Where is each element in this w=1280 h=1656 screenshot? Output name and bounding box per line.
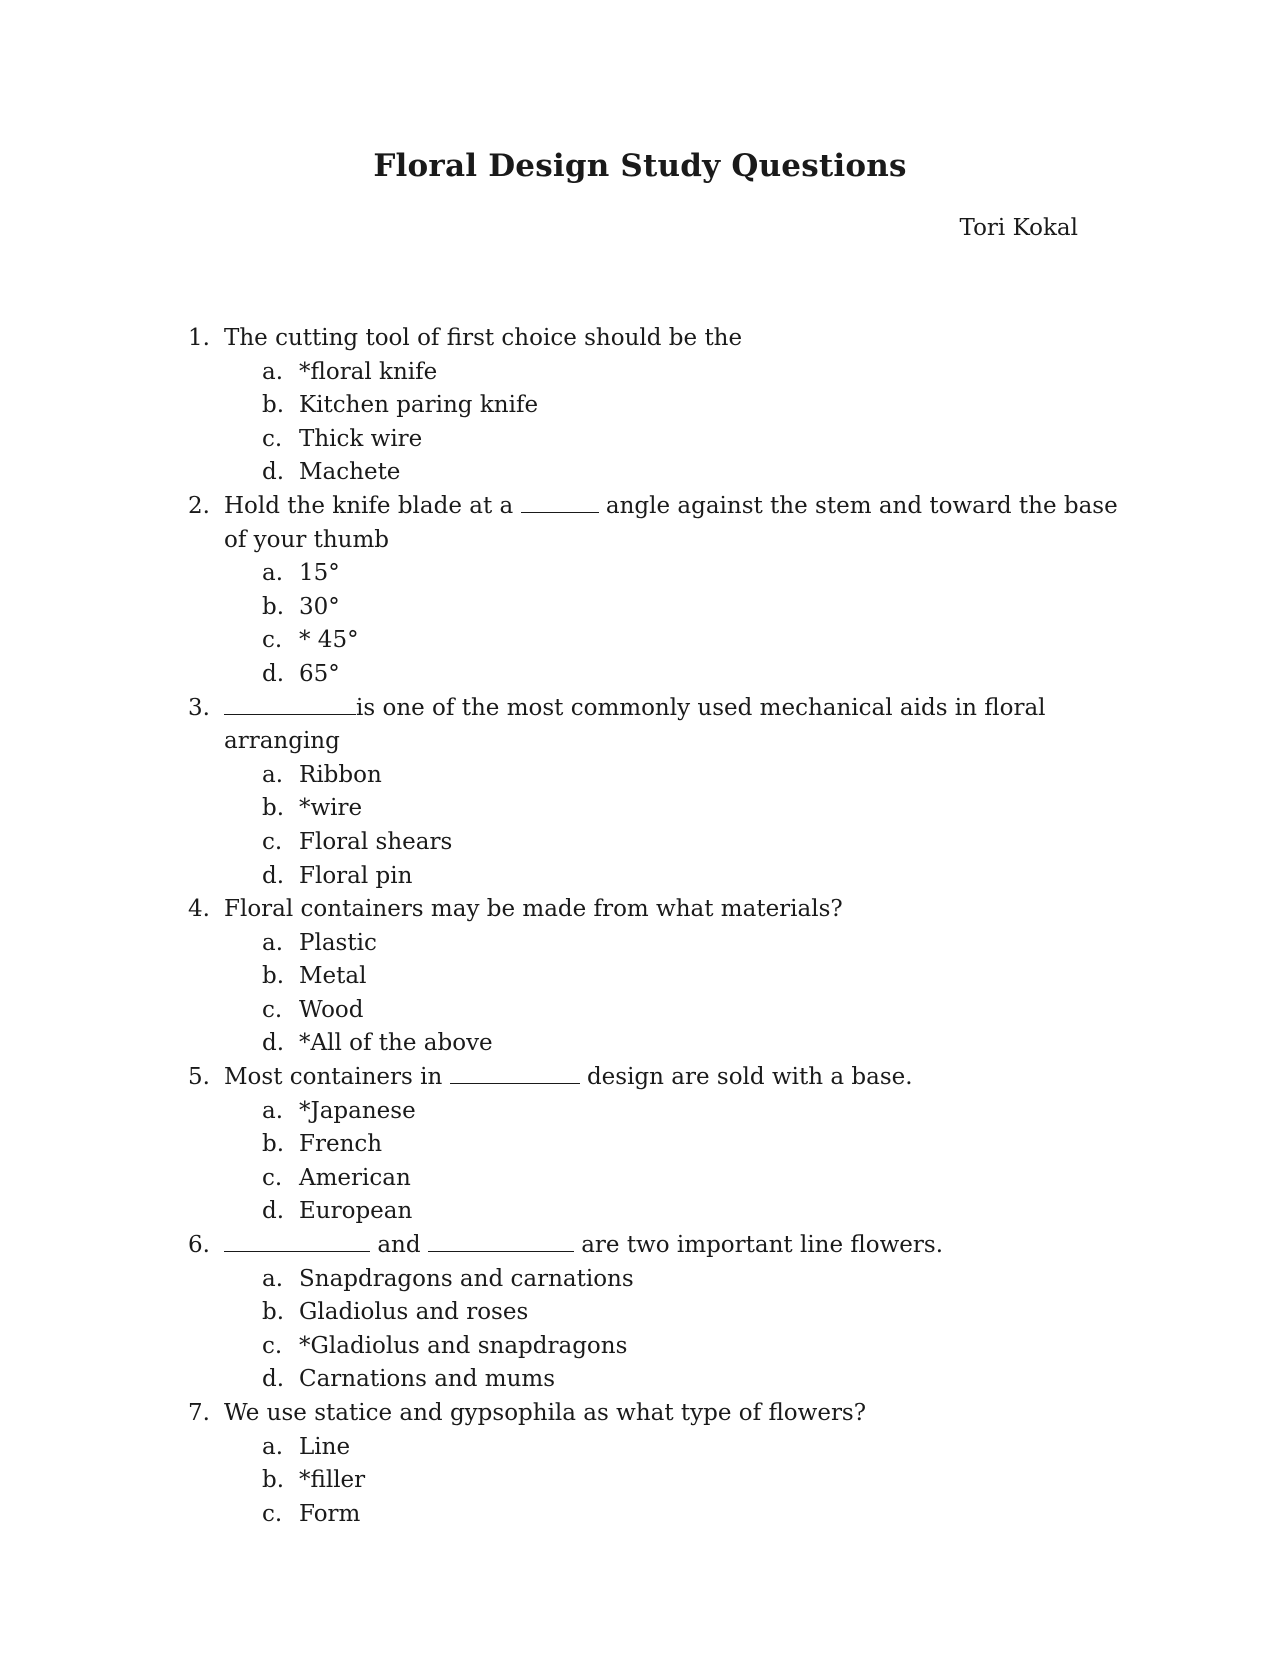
question-text: Floral containers may be made from what materials? (224, 896, 843, 923)
option-text: *Gladiolus and snapdragons (299, 1332, 628, 1359)
option-letter: c. (262, 1164, 283, 1191)
option-item (0, 1195, 1280, 1229)
question-text: The cutting tool of first choice should be the (224, 325, 743, 351)
option-item (0, 1330, 1280, 1364)
question-number: 6. (188, 1232, 210, 1259)
question-3 (0, 692, 1280, 894)
option-text: Floral pin (299, 862, 413, 889)
option-letter: a. (262, 560, 284, 587)
option-item (0, 389, 1280, 423)
option-text: *All of the above (299, 1030, 493, 1057)
option-text: 15° (299, 560, 340, 587)
option-text: Gladiolus and roses (299, 1299, 529, 1326)
question-text (224, 695, 1046, 755)
option-item (0, 557, 1280, 591)
option-text: *filler (299, 1467, 366, 1494)
option-list (0, 356, 1280, 490)
question-text-middle: and (377, 1232, 421, 1259)
question-text-after: is one of the most commonly used mechanical aids in floral arranging (224, 694, 1046, 755)
option-text: Ribbon (299, 761, 382, 788)
question-list (0, 322, 1280, 1531)
question-stem (0, 322, 1280, 356)
option-list (0, 927, 1280, 1061)
option-text: Machete (299, 459, 401, 486)
option-letter: c. (262, 828, 283, 855)
option-text: French (299, 1131, 383, 1158)
question-number: 5. (188, 1064, 210, 1091)
question-text: We use statice and gypsophila as what type of flowers? (224, 1400, 867, 1426)
option-letter: d. (262, 660, 285, 687)
option-letter: b. (262, 392, 285, 419)
question-number: 2. (188, 492, 210, 519)
option-letter: b. (262, 1467, 285, 1494)
option-text: Metal (299, 963, 367, 990)
question-number: 1. (188, 325, 210, 351)
option-item (0, 658, 1280, 692)
option-item (0, 1128, 1280, 1162)
option-text: *floral knife (299, 358, 438, 385)
option-text: Thick wire (299, 425, 423, 452)
option-text: American (299, 1164, 411, 1191)
document-title: Floral Design Study Questions (373, 148, 907, 184)
option-text: * 45° (299, 627, 359, 654)
option-text: Carnations and mums (299, 1366, 555, 1393)
option-list (0, 1263, 1280, 1397)
option-letter: b. (262, 963, 285, 990)
answer-blank (450, 1061, 580, 1084)
option-item (0, 1296, 1280, 1330)
answer-blank (521, 490, 599, 513)
option-letter: c. (262, 1332, 283, 1359)
option-item (0, 1498, 1280, 1532)
question-text (224, 1064, 913, 1090)
option-item (0, 356, 1280, 390)
option-item (0, 1263, 1280, 1297)
option-letter: a. (262, 358, 284, 385)
option-item (0, 456, 1280, 490)
option-text: Kitchen paring knife (299, 392, 539, 419)
option-item (0, 994, 1280, 1028)
option-item (0, 624, 1280, 658)
option-item (0, 1431, 1280, 1465)
question-stem (0, 893, 1280, 927)
option-text: Snapdragons and carnations (299, 1265, 634, 1292)
option-item (0, 927, 1280, 961)
option-item (0, 1464, 1280, 1498)
answer-blank (224, 1229, 370, 1252)
option-letter: d. (262, 1198, 285, 1225)
option-letter: a. (262, 929, 284, 956)
question-5 (0, 1061, 1280, 1229)
option-text: Wood (299, 996, 364, 1023)
author-name: Tori Kokal (959, 215, 1078, 241)
option-text: Form (299, 1500, 361, 1527)
option-item (0, 860, 1280, 894)
question-number: 3. (188, 694, 210, 721)
option-item (0, 591, 1280, 625)
question-4 (0, 893, 1280, 1061)
option-item (0, 423, 1280, 457)
option-text: 30° (299, 593, 340, 620)
option-item (0, 1162, 1280, 1196)
option-list (0, 1095, 1280, 1229)
question-2 (0, 490, 1280, 692)
option-letter: b. (262, 1299, 285, 1326)
option-letter: a. (262, 1265, 284, 1292)
question-text-after: angle against the stem and toward the base of your thumb (224, 492, 1118, 553)
option-list (0, 1431, 1280, 1532)
option-text: 65° (299, 660, 340, 687)
option-letter: d. (262, 1030, 285, 1057)
option-item (0, 1363, 1280, 1397)
question-number: 7. (188, 1400, 210, 1426)
option-text: *Japanese (299, 1097, 416, 1124)
option-text: Line (299, 1433, 351, 1460)
option-text: European (299, 1198, 413, 1225)
question-1 (0, 322, 1280, 490)
option-letter: c. (262, 996, 283, 1023)
question-stem (0, 692, 1280, 759)
question-7 (0, 1397, 1280, 1531)
option-letter: c. (262, 1500, 283, 1527)
question-text (224, 493, 1118, 553)
option-item (0, 759, 1280, 793)
question-stem (0, 1397, 1280, 1431)
question-stem (0, 1061, 1280, 1095)
option-item (0, 792, 1280, 826)
option-letter: a. (262, 1433, 284, 1460)
question-stem (0, 1229, 1280, 1263)
answer-blank (224, 692, 356, 715)
option-letter: d. (262, 1366, 285, 1393)
question-text-after: design are sold with a base. (586, 1064, 913, 1091)
option-letter: a. (262, 1097, 284, 1124)
option-letter: c. (262, 425, 283, 452)
option-item (0, 1095, 1280, 1129)
option-letter: d. (262, 459, 285, 486)
question-text-before: Most containers in (224, 1064, 443, 1091)
option-text: Plastic (299, 929, 377, 956)
option-list (0, 759, 1280, 893)
question-stem (0, 490, 1280, 557)
question-6 (0, 1229, 1280, 1397)
option-letter: b. (262, 1131, 285, 1158)
option-letter: a. (262, 761, 284, 788)
option-text: *wire (299, 795, 363, 822)
question-number: 4. (188, 896, 210, 923)
option-item (0, 826, 1280, 860)
question-text-before: Hold the knife blade at a (224, 492, 514, 519)
question-text-after: are two important line flowers. (581, 1232, 943, 1259)
option-item (0, 1027, 1280, 1061)
option-letter: b. (262, 795, 285, 822)
question-text (224, 1232, 943, 1258)
answer-blank (428, 1229, 574, 1252)
option-letter: b. (262, 593, 285, 620)
option-letter: c. (262, 627, 283, 654)
option-list (0, 557, 1280, 691)
option-item (0, 960, 1280, 994)
option-letter: d. (262, 862, 285, 889)
option-text: Floral shears (299, 828, 453, 855)
